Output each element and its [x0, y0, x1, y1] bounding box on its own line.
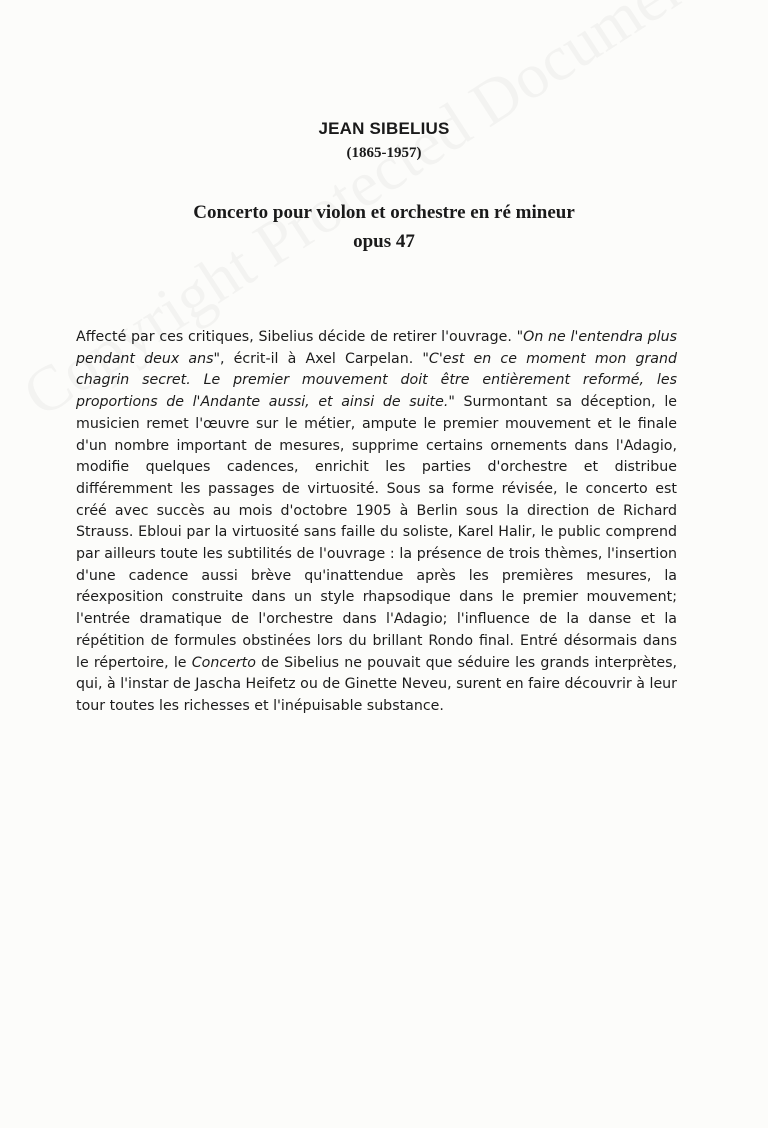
- quote-italic: "C'est en ce moment mon grand chagrin secret. Le premier mouvement doit être entièrement reformé, les proportions de l'Andante aussi, et ainsi de suite.": [76, 350, 677, 411]
- body-text-segment: Surmontant sa déception, le musicien remet l'œuvre sur le métier, ampute le premier mouvement et le finale d'un nombre important de mesures, supprime certains ornements dans l'Adagio, modifie quelques cadences, enrichit les parties d'orchestre et distribue différemment les passages de virtuosité. Sous sa forme révisée, le concerto est créé avec succès au mois d'octobre 1905 à Berlin sous la direction de Richard Strauss. Ebloui par la virtuosité sans faille du soliste, Karel Halir, le public comprend par ailleurs toute les subtilités de l'ouvrage : la présence de trois thèmes, l'insertion d'une cadence aussi brève qu'inattendue après les premières mesures, la réexposition construite dans un style rhapsodique dans le premier mouvement; l'entrée dramatique de l'orchestre dans l'Adagio; l'influence de la danse et la répétition de formules obstinées lors du brillant Rondo final. Entré désormais dans le répertoire, le: [76, 394, 677, 671]
- quote-italic: "On ne l'entendra plus pendant deux ans": [76, 329, 677, 367]
- work-title-italic: Concerto: [191, 654, 256, 671]
- body-paragraph: [76, 327, 677, 718]
- work-title: Concerto pour violon et orchestre en ré mineur: [193, 202, 575, 223]
- opus-number: opus 47: [353, 231, 415, 252]
- composer-name: JEAN SIBELIUS: [318, 119, 450, 138]
- composer-dates: (1865-1957): [346, 145, 422, 161]
- body-text-segment: , écrit-il à Axel Carpelan.: [219, 350, 423, 367]
- body-text-segment: Affecté par ces critiques, Sibelius décide de retirer l'ouvrage.: [76, 329, 517, 345]
- body-text-segment: de Sibelius ne pouvait que séduire les grands interprètes, qui, à l'instar de Jascha Heifetz ou de Ginette Neveu, surent en faire découvrir à leur tour toutes les richesses et l'inépuisable substance.: [76, 654, 677, 714]
